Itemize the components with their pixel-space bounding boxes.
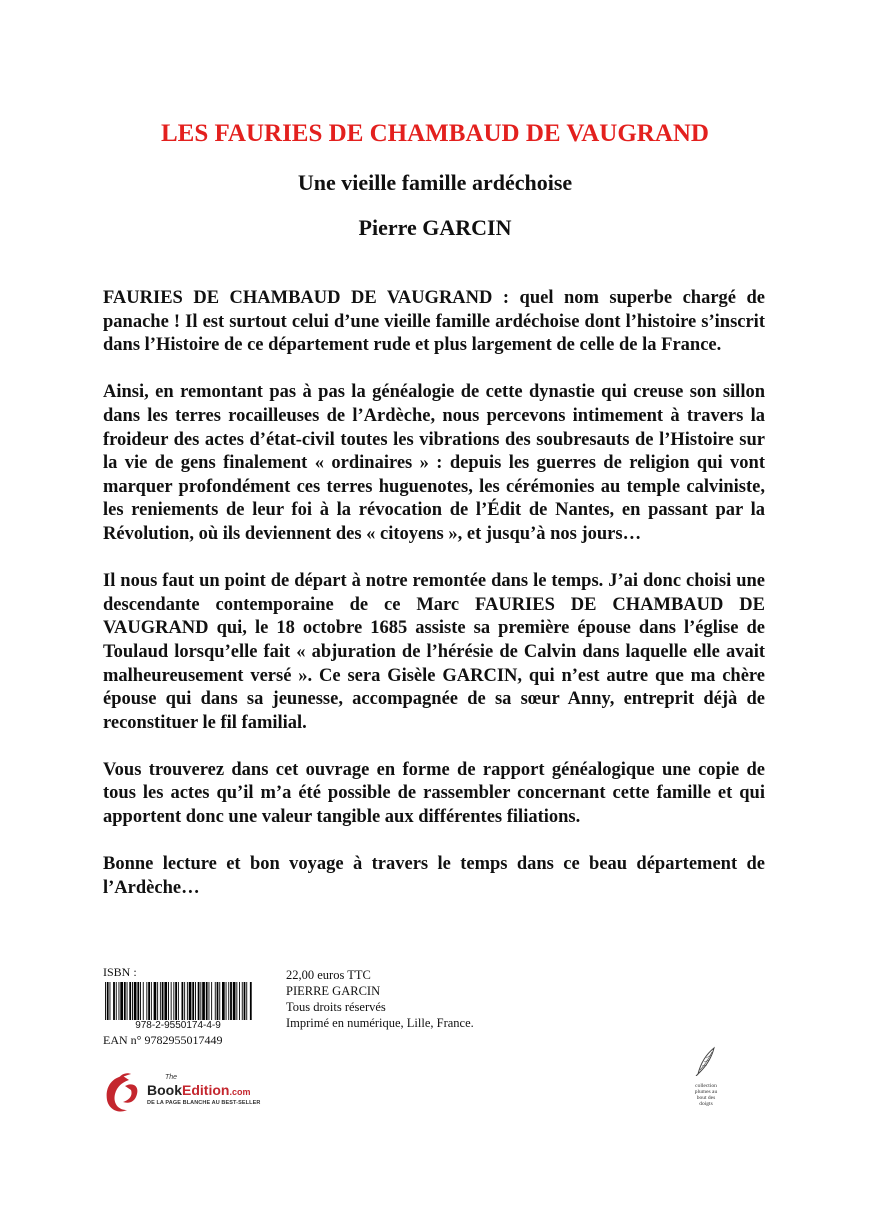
collection-text	[686, 1083, 726, 1107]
book-subtitle: Une vieille famille ardéchoise	[297, 170, 573, 195]
price-block	[286, 967, 474, 1031]
book-author: Pierre GARCIN	[358, 215, 512, 240]
rights-notice: Tous droits réservés	[286, 1000, 386, 1014]
barcode-image	[103, 982, 253, 1020]
ean-number: EAN n° 9782955017449	[103, 1033, 223, 1047]
back-cover-text	[103, 287, 765, 924]
paragraph-5: Bonne lecture et bon voyage à travers le temps dans ce beau département de l’Ardèche…	[103, 854, 765, 898]
logo-brand-text	[147, 1082, 250, 1098]
logo-the: The	[165, 1074, 178, 1081]
paragraph-1: FAURIES DE CHAMBAUD DE VAUGRAND : quel nom superbe chargé de panache ! Il est surtout celui d’une vieille famille ardéchoise dont l’histoire s’inscrit dans l’Histoire de ce département rude et plus largement de celle de la France.	[103, 288, 765, 356]
price: 22,00 euros TTC	[286, 968, 371, 982]
logo-edition: Edition	[182, 1082, 230, 1098]
isbn-label: ISBN :	[103, 965, 137, 979]
isbn-number: 978-2-9550174-4-9	[135, 1020, 221, 1031]
quill-feather-icon	[694, 1046, 718, 1076]
paragraph-2: Ainsi, en remontant pas à pas la généalogie de cette dynastie qui creuse son sillon dans les terres rocailleuses de l’Ardèche, nous percevons intimement à travers la froideur des actes d’état-civil toutes les vibrations des soubresauts de l’Histoire sur la vie de gens finalement « ordinaires » : depuis les guerres de religion qui vont marquer profondément ces terres huguenotes, les cérémonies au temple calviniste, les reniements de leur foi à la révocation de l’Édit de Nantes, en passant par la Révolution, où ils deviennent des « citoyens », et jusqu’à nos jours…	[103, 382, 765, 544]
logo-com: .com	[229, 1087, 251, 1097]
isbn-block	[103, 965, 263, 1048]
book-title: LES FAURIES DE CHAMBAUD DE VAUGRAND	[161, 120, 709, 147]
bookedition-swirl-icon	[103, 1072, 143, 1116]
collection-mark	[686, 1046, 726, 1107]
paragraph-3: Il nous faut un point de départ à notre remontée dans le temps. J’ai donc choisi une descendante contemporaine de ce Marc FAURIES DE CHAMBAUD DE VAUGRAND qui, le 18 octobre 1685 assiste sa première épouse dans l’église de Toulaud lorsqu’elle fait « abjuration de l’hérésie de Calvin dans laquelle elle avait malheureusement versé ». Ce sera Gisèle GARCIN, qui n’est autre que ma chère épouse qui dans sa jeunesse, accompagnée de sa sœur Anny, entreprit déjà de reconstituer le fil familial.	[103, 571, 765, 733]
printing-notice: Imprimé en numérique, Lille, France.	[286, 1016, 474, 1030]
bookedition-logo	[103, 1072, 273, 1116]
publisher: PIERRE GARCIN	[286, 984, 381, 998]
collection-line: collection	[695, 1083, 717, 1089]
paragraph-4: Vous trouverez dans cet ouvrage en forme de rapport généalogique une copie de tous les actes qu’il m’a été possible de rassembler concernant cette famille et qui apportent donc une valeur tangible aux différentes filiations.	[103, 759, 765, 828]
collection-line: doigts	[699, 1101, 713, 1107]
collection-line: bout des	[696, 1095, 716, 1101]
logo-tagline: DE LA PAGE BLANCHE AU BEST-SELLER	[147, 1100, 261, 1106]
collection-line: plumes au	[694, 1089, 718, 1095]
logo-book: Book	[147, 1082, 182, 1098]
